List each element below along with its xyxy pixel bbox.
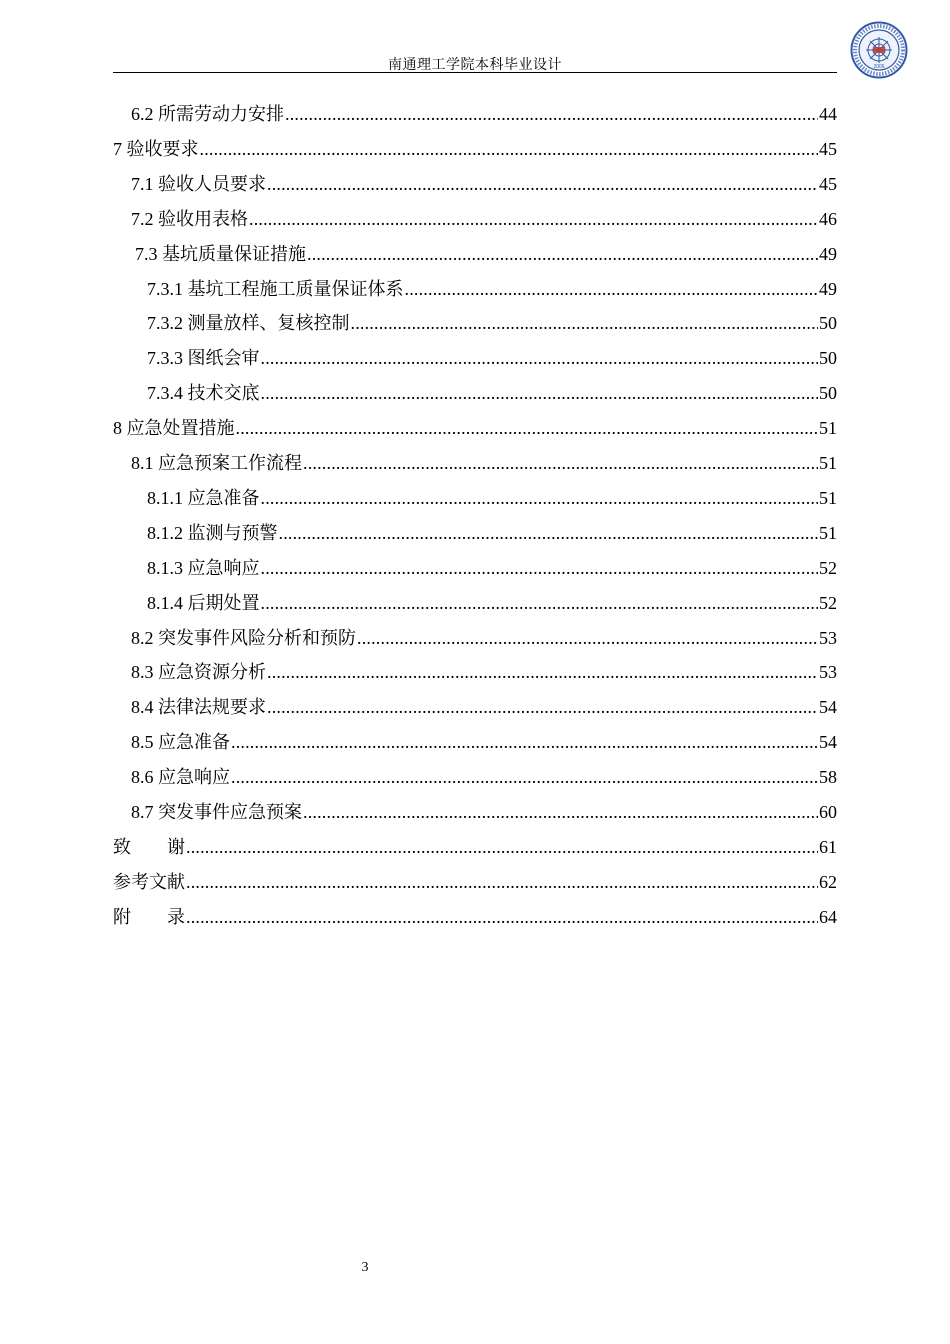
toc-dot-leader — [307, 243, 818, 265]
toc-entry-page: 58 — [819, 767, 837, 788]
toc-entry-page: 62 — [819, 871, 837, 892]
toc-dot-leader — [261, 592, 819, 614]
toc-entry[interactable] — [113, 898, 837, 928]
toc-dot-leader — [231, 731, 818, 753]
toc-entry[interactable] — [131, 793, 837, 823]
toc-entry[interactable] — [147, 479, 837, 509]
toc-entry[interactable] — [147, 549, 837, 579]
toc-dot-leader — [285, 103, 818, 125]
toc-entry[interactable] — [147, 339, 837, 369]
toc-entry-label: 7.3.4 技术交底 — [147, 383, 260, 404]
toc-entry-page: 61 — [819, 836, 837, 857]
toc-entry[interactable] — [131, 444, 837, 474]
toc-entry-page: 64 — [819, 906, 837, 927]
toc-dot-leader — [200, 138, 819, 160]
toc-entry-page: 46 — [819, 208, 837, 229]
toc-entry-page: 45 — [819, 138, 837, 159]
toc-entry-page: 51 — [819, 418, 837, 439]
toc-dot-leader — [186, 906, 818, 928]
toc-entry[interactable] — [131, 688, 837, 718]
toc-dot-leader — [267, 173, 818, 195]
toc-entry[interactable] — [131, 200, 837, 230]
toc-entry[interactable] — [131, 165, 837, 195]
toc-entry-label: 8.7 突发事件应急预案 — [131, 802, 302, 822]
toc-dot-leader — [261, 382, 819, 404]
toc-entry-page: 53 — [819, 627, 837, 648]
toc-entry-label: 7.3 基坑质量保证措施 — [135, 243, 306, 264]
toc-dot-leader — [267, 696, 818, 718]
toc-entry-label: 7.3.3 图纸会审 — [147, 348, 260, 369]
toc-entry-label: 7.2 验收用表格 — [131, 208, 248, 229]
toc-entry-page: 45 — [819, 173, 837, 194]
toc-entry-page: 50 — [819, 383, 837, 404]
toc-dot-leader — [186, 836, 818, 858]
toc-dot-leader — [186, 871, 818, 893]
toc-dot-leader — [261, 487, 819, 509]
toc-dot-leader — [279, 522, 819, 544]
toc-entry-label: 6.2 所需劳动力安排 — [131, 104, 284, 124]
toc-entry-label: 8.4 法律法规要求 — [131, 697, 266, 718]
toc-entry-label: 参考文献 — [113, 871, 185, 892]
toc-entry[interactable] — [135, 235, 837, 265]
toc-dot-leader — [231, 766, 818, 788]
toc-entry-page: 60 — [819, 802, 837, 822]
toc-entry-label: 附 录 — [113, 906, 185, 927]
toc-entry[interactable] — [113, 130, 837, 160]
toc-entry[interactable] — [147, 374, 837, 404]
toc-dot-leader — [303, 801, 818, 823]
toc-entry-label: 8.3 应急资源分析 — [131, 662, 266, 683]
toc-entry-label: 8.1 应急预案工作流程 — [131, 453, 302, 473]
toc-dot-leader — [261, 347, 819, 369]
toc-entry-page: 49 — [819, 243, 837, 264]
toc-entry-page: 51 — [819, 453, 837, 473]
toc-entry[interactable] — [147, 270, 837, 300]
toc-entry-page: 54 — [819, 697, 837, 718]
page-header-title: 南通理工学院本科毕业设计 — [388, 58, 562, 73]
toc-dot-leader — [357, 627, 818, 649]
toc-entry-label: 致 谢 — [113, 836, 185, 857]
header-divider — [113, 72, 837, 73]
toc-entry-page: 54 — [819, 732, 837, 753]
toc-entry[interactable] — [147, 514, 837, 544]
toc-dot-leader — [405, 278, 819, 300]
toc-entry-page: 52 — [819, 592, 837, 613]
seal-year: 2006 — [873, 64, 885, 70]
toc-entry-label: 8.1.3 应急响应 — [147, 557, 260, 578]
toc-entry-label: 8.1.4 后期处置 — [147, 592, 260, 613]
toc-entry[interactable] — [147, 584, 837, 614]
toc-entry-label: 7.3.1 基坑工程施工质量保证体系 — [147, 278, 404, 299]
toc-entry[interactable] — [113, 828, 837, 858]
toc-entry-page: 51 — [819, 522, 837, 543]
toc-dot-leader — [303, 452, 818, 474]
toc-dot-leader — [261, 557, 819, 579]
toc-entry-page: 53 — [819, 662, 837, 683]
toc-entry-label: 8 应急处置措施 — [113, 418, 235, 439]
toc-dot-leader — [236, 417, 819, 439]
toc-entry[interactable] — [131, 723, 837, 753]
toc-entry[interactable] — [147, 304, 837, 334]
toc-entry-page: 50 — [819, 313, 837, 334]
toc-dot-leader — [351, 312, 819, 334]
toc-entry-label: 8.1.1 应急准备 — [147, 487, 260, 508]
toc-entry[interactable] — [113, 409, 837, 439]
toc-entry[interactable] — [131, 619, 837, 649]
toc-entry-page: 44 — [819, 104, 837, 124]
page-number: 3 — [361, 1260, 369, 1275]
toc-entry-label: 7 验收要求 — [113, 138, 199, 159]
toc-entry-label: 8.1.2 监测与预警 — [147, 522, 278, 543]
toc-entry-label: 7.3.2 测量放样、复核控制 — [147, 313, 350, 334]
toc-entry-page: 49 — [819, 278, 837, 299]
toc-dot-leader — [249, 208, 818, 230]
toc-entry[interactable] — [131, 95, 837, 125]
toc-entry-label: 8.2 突发事件风险分析和预防 — [131, 627, 356, 648]
toc-entry[interactable] — [113, 863, 837, 893]
toc-entry-label: 7.1 验收人员要求 — [131, 173, 266, 194]
toc-entry-label: 8.5 应急准备 — [131, 732, 230, 753]
toc-entry-page: 50 — [819, 348, 837, 369]
toc-dot-leader — [267, 661, 818, 683]
toc-entry[interactable] — [131, 758, 837, 788]
toc-entry-page: 52 — [819, 557, 837, 578]
university-seal-icon — [850, 21, 908, 79]
toc-entry-label: 8.6 应急响应 — [131, 767, 230, 788]
toc-entry[interactable] — [131, 653, 837, 683]
toc-entry-page: 51 — [819, 487, 837, 508]
